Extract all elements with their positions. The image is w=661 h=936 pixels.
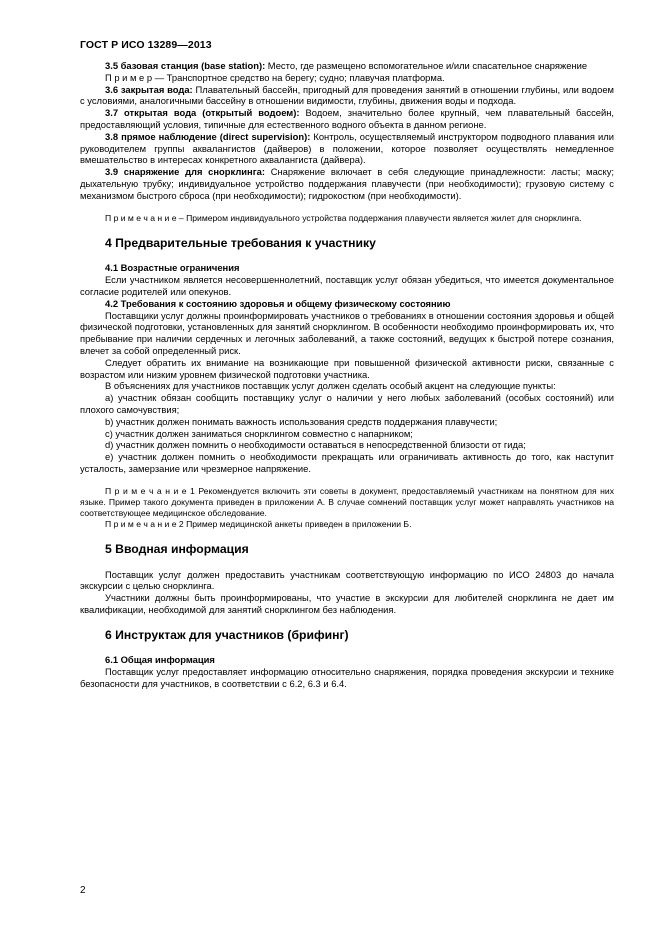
list-item-e: e) участник должен помнить о необходимости прекращать или ограничивать активность до того, как наступит усталость, замерзание или чрезмерное напряжение. bbox=[80, 451, 614, 474]
section-6-title: 6 Инструктаж для участников (брифинг) bbox=[105, 627, 349, 642]
section-4-2-title: 4.2 Требования к состоянию здоровья и общему физическому состоянию bbox=[105, 297, 451, 309]
section-6-1-text: Поставщик услуг предоставляет информацию относительно снаряжения, порядка проведения экскурсии и технике безопасности для участников, в соответствии с 6.2, 6.3 и 6.4. bbox=[80, 666, 614, 690]
term-3-7: 3.7 открытая вода (открытый водоем): bbox=[105, 107, 300, 119]
term-3-6: 3.6 закрытая вода: bbox=[105, 83, 193, 95]
section-6-1-title: 6.1 Общая информация bbox=[105, 654, 215, 666]
term-3-9: 3.9 снаряжение для снорклинга: bbox=[105, 166, 265, 178]
section-4-title: 4 Предварительные требования к участнику bbox=[105, 235, 376, 250]
section-4-2-text-1: Поставщики услуг должны проинформировать участников о требованиях в отношении состояния здоровья и общей физической подготовки, установленных для занятий снорклингом. В особенности необходимо проинформировать их, что пребывание при наличии сердечных и легочных заболеваний, а также состояний, ведущих к быстрой потере сознания, влечет за собой определенный риск. bbox=[80, 309, 614, 356]
section-5-text-2: Участники должны быть проинформированы, что участие в экскурсии для любителей снорклинга не дает им квалификации, необходимой для занятий снорклингом без наблюдения. bbox=[80, 592, 614, 615]
list-item-c: c) участник должен заниматься снорклингом совместно с напарником; bbox=[105, 427, 413, 439]
section-5-title: 5 Вводная информация bbox=[105, 541, 249, 556]
list-item-b: b) участник должен понимать важность использования средств поддержания плавучести; bbox=[105, 415, 498, 427]
section-4-2-text-2: Следует обратить их внимание на возникающие при повышенной физической активности риски, связанные с возрастом или низким уровнем физической подготовки участника. bbox=[80, 356, 614, 380]
definition-3-6: 3.6 закрытая вода: Плавательный бассейн, пригодный для проведения занятий в отношении глубины, или водоем с условиями, аналогичными бассейну в отношении видимости, глубины, движения воды и подхода. bbox=[80, 83, 614, 107]
definition-3-5: 3.5 базовая станция (base station): Место, где размещено вспомогательное и/или спасательное снаряжение bbox=[105, 60, 588, 71]
section-5-text-1: Поставщик услуг должен предоставить участникам соответствующую информацию по ИСО 24803 до начала экскурсии с целью снорклинга. bbox=[80, 568, 614, 592]
section-4-1-text: Если участником является несовершеннолетний, поставщик услуг обязан убедиться, что имеется документальное согласие родителей или опекунов. bbox=[80, 274, 614, 297]
definition-3-7: 3.7 открытая вода (открытый водоем): Водоем, значительно более крупный, чем плавательный бассейн, предоставляющий условия, типичные для естественного водного объекта в данном регионе. bbox=[80, 107, 614, 130]
term-3-5: 3.5 базовая станция (base station): bbox=[105, 60, 266, 71]
section-4-2-text-3: В объяснениях для участников поставщик услуг должен сделать особый акцент на следующие пункты: bbox=[105, 380, 556, 392]
list-item-a: а) участник обязан сообщить поставщику услуг о наличии у него любых заболеваний (особых состояний) или плохого самочувствия; bbox=[80, 392, 614, 415]
page-number: 2 bbox=[80, 885, 86, 896]
example-3-5: П р и м е р — Транспортное средство на берегу; судно; плавучая платформа. bbox=[105, 71, 445, 83]
note-3-9: П р и м е ч а н и е – Примером индивидуального устройства поддержания плавучести является жилет для снорклинга. bbox=[105, 212, 582, 223]
document-header: ГОСТ Р ИСО 13289—2013 bbox=[80, 39, 212, 51]
list-item-d: d) участник должен помнить о необходимости оставаться в непосредственной близости от гида; bbox=[105, 439, 526, 451]
note-4-1: П р и м е ч а н и е 1 Рекомендуется включить эти советы в документ, предоставляемый участникам на понятном для них языке. Пример такого документа приведен в приложении А. В случае сомнений поставщик услуг может направлять участников на соответствующее медицинское обследование. bbox=[80, 485, 614, 518]
page-content bbox=[80, 60, 614, 690]
section-4-1-title: 4.1 Возрастные ограничения bbox=[105, 262, 240, 274]
definition-3-9: 3.9 снаряжение для снорклинга: Снаряжение включает в себя следующие принадлежности: ласты; маску; дыхательную трубку; индивидуальное устройство поддержания плавучести (при необходимости); грузовую систему с механизмом быстрого сброса (при необходимости); гидрокостюм (при необходимости). bbox=[80, 166, 614, 201]
term-3-8: 3.8 прямое наблюдение (direct supervision): bbox=[105, 130, 311, 142]
note-4-2: П р и м е ч а н и е 2 Пример медицинской анкеты приведен в приложении Б. bbox=[105, 518, 412, 529]
definition-3-8: 3.8 прямое наблюдение (direct supervision): Контроль, осуществляемый инструктором подводного плавания или руководителем группы аквалангистов (дайверов) в положении, которое позволяет осуществлять немедленное вмешательство в интересах конкретного аквалангиста (дайвера). bbox=[80, 130, 614, 166]
